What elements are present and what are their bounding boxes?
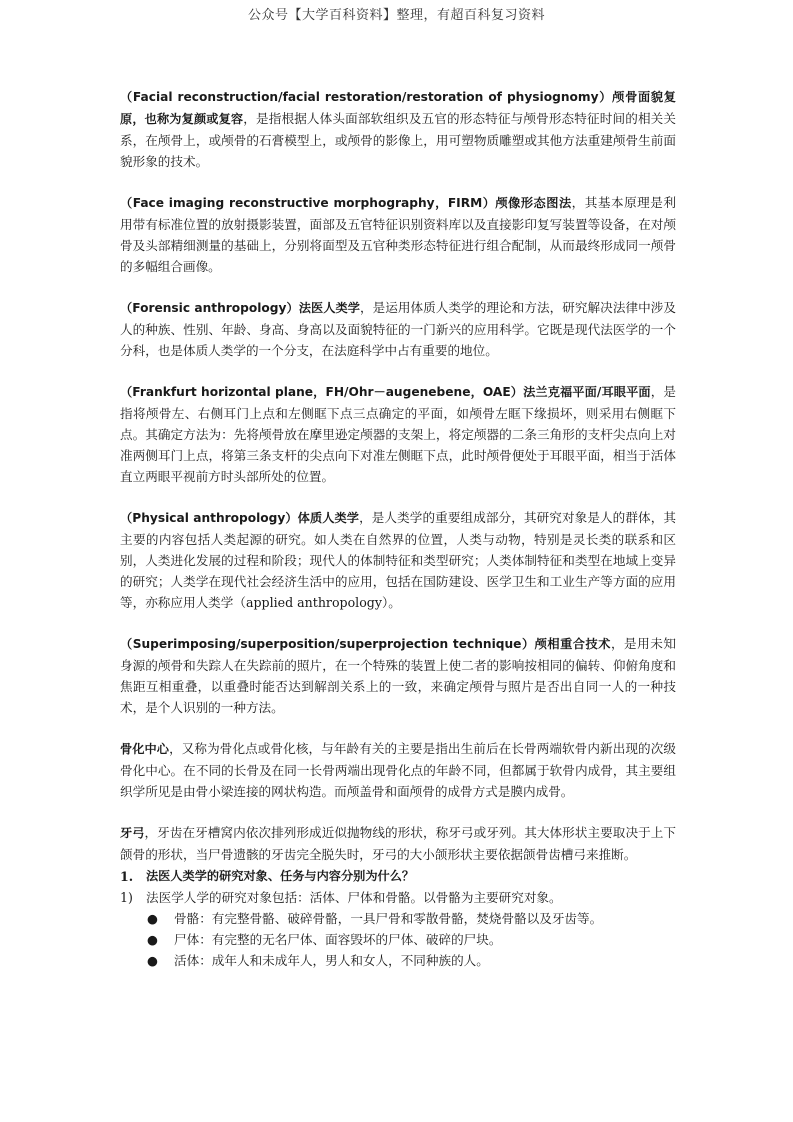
list-item (147, 929, 676, 950)
definition-text: ，牙齿在牙槽窝内依次排列形成近似抛物线的形状，称牙弓或牙列。其大体形状主要取决于上下颌骨的形状，当尸骨遗骸的牙齿完全脱失时，牙弓的大小颌形状主要依据颌骨齿槽弓来推断。 (120, 825, 676, 862)
term-heading: （Frankfurt horizontal plane，FH/Ohr－augenebene，OAE）法兰克福平面/耳眼平面 (120, 385, 651, 399)
term-heading: （Superimposing/superposition/superprojection technique）颅相重合技术 (120, 637, 611, 651)
definition-text: ，是人类学的重要组成部分，其研究对象是人的群体，其主要的内容包括人类起源的研究。如人类在自然界的位置，人类与动物，特别是灵长类的联系和区别，人类进化发展的过程和阶段；现代人的体制特征和类型研究；人类体制特征和类型在地域上变异的研究；人类学在现代社会经济生活中的应用，包括在国防建设、医学卫生和工业生产等方面的应用等，亦称应用人类学（applied anthropology）。 (120, 510, 676, 610)
list-item-text: 尸体：有完整的无名尸体、面容毁坏的尸体、破碎的尸块。 (174, 932, 502, 947)
bullet-icon: ● (147, 953, 158, 968)
term-heading: （Physical anthropology）体质人类学 (120, 511, 360, 525)
definition-text: ，是指根据人体头面部软组织及五官的形态特征与颅骨形态特征时间的相关关系，在颅骨上，或颅骨的石膏模型上，或颅骨的影像上，用可塑物质雕塑或其他方法重建颅骨生前面貌形象的技术。 (120, 111, 677, 169)
page-header: 公众号【大学百科资料】整理，有超百科复习资料 (247, 8, 545, 23)
definition-text: ，是指将颅骨左、右侧耳门上点和左侧眶下点三点确定的平面，如颅骨左眶下缘损坏，则采用右侧眶下点。其确定方法为：先将颅骨放在摩里逊定颅器的支架上，将定颅器的二条三角形的支杆尖点向上对准两侧耳门上点，将第三条支杆的尖点向下对准左侧眶下点，此时颅骨便处于耳眼平面，相当于活体直立两眼平视前方时头部所处的位置。 (120, 384, 677, 484)
definition-text: ，其基本原理是利用带有标准位置的放射摄影装置，面部及五官特征识别资料库以及直接影印复写装置等设备，在对颅骨及头部精细测量的基础上，分别将面型及五官种类形态特征进行组合配制，从而最终形成同一颅骨的多幅组合画像。 (120, 195, 676, 274)
term-heading: 骨化中心 (120, 742, 170, 756)
definition-paragraph (120, 633, 676, 718)
term-heading: （Forensic anthropology）法医人类学 (120, 301, 360, 315)
sub-item-text: 法医学人学的研究对象包括：活体、尸体和骨骼。以骨骼为主要研究对象。 (146, 890, 562, 905)
sub-item (120, 887, 676, 908)
bullet-list (120, 908, 676, 971)
definition-paragraph (120, 297, 676, 361)
list-item (147, 908, 676, 929)
definition-paragraph (120, 822, 676, 865)
question-text: 法医人类学的研究对象、任务与内容分别为什么？ (146, 869, 415, 883)
definition-paragraph (120, 381, 676, 487)
definition-paragraph (120, 507, 676, 613)
definition-text: ，是用未知身源的颅骨和失踪人在失踪前的照片，在一个特殊的装置上使二者的影响按相同的偏转、仰俯角度和焦距互相重叠，以重叠时能否达到解剖关系上的一致，来确定颅骨与照片是否出自同一人的一种技术，是个人识别的一种方法。 (120, 636, 676, 715)
sub-item-number: 1) (120, 890, 133, 905)
term-heading: 牙弓 (120, 826, 145, 840)
document-body (120, 86, 676, 971)
definition-paragraph (120, 192, 676, 277)
bullet-icon: ● (147, 932, 158, 947)
question-number: 1. (120, 869, 134, 884)
list-item (147, 950, 676, 971)
term-heading: （Face imaging reconstructive morphography，FIRM）颅像形态图法 (120, 196, 572, 210)
bullet-icon: ● (147, 911, 158, 926)
list-item-text: 活体：成年人和未成年人，男人和女人，不同种族的人。 (174, 953, 489, 968)
definition-text: ，又称为骨化点或骨化核，与年龄有关的主要是指出生前后在长骨两端软骨内新出现的次级骨化中心。在不同的长骨及在同一长骨两端出现骨化点的年龄不同，但都属于软骨内成骨，其主要组织学所见是由骨小梁连接的网状构造。而颅盖骨和面颅骨的成骨方式是膜内成骨。 (120, 741, 677, 799)
definition-paragraph (120, 86, 676, 172)
question-heading (120, 866, 676, 887)
term-heading: （Facial reconstruction/facial restoration/restoration of physiognomy）颅骨面貌复原，也称为复颜或复容 (120, 90, 676, 126)
definition-text: ，是运用体质人类学的理论和方法，研究解决法律中涉及人的种族、性别、年龄、身高、身高以及面貌特征的一门新兴的应用科学。它既是现代法医学的一个分科，也是体质人类学的一个分支，在法庭科学中占有重要的地位。 (120, 300, 676, 358)
definition-paragraph (120, 738, 676, 802)
list-item-text: 骨骼：有完整骨骼、破碎骨骼，一具尸骨和零散骨骼，焚烧骨骼以及牙齿等。 (174, 911, 603, 926)
